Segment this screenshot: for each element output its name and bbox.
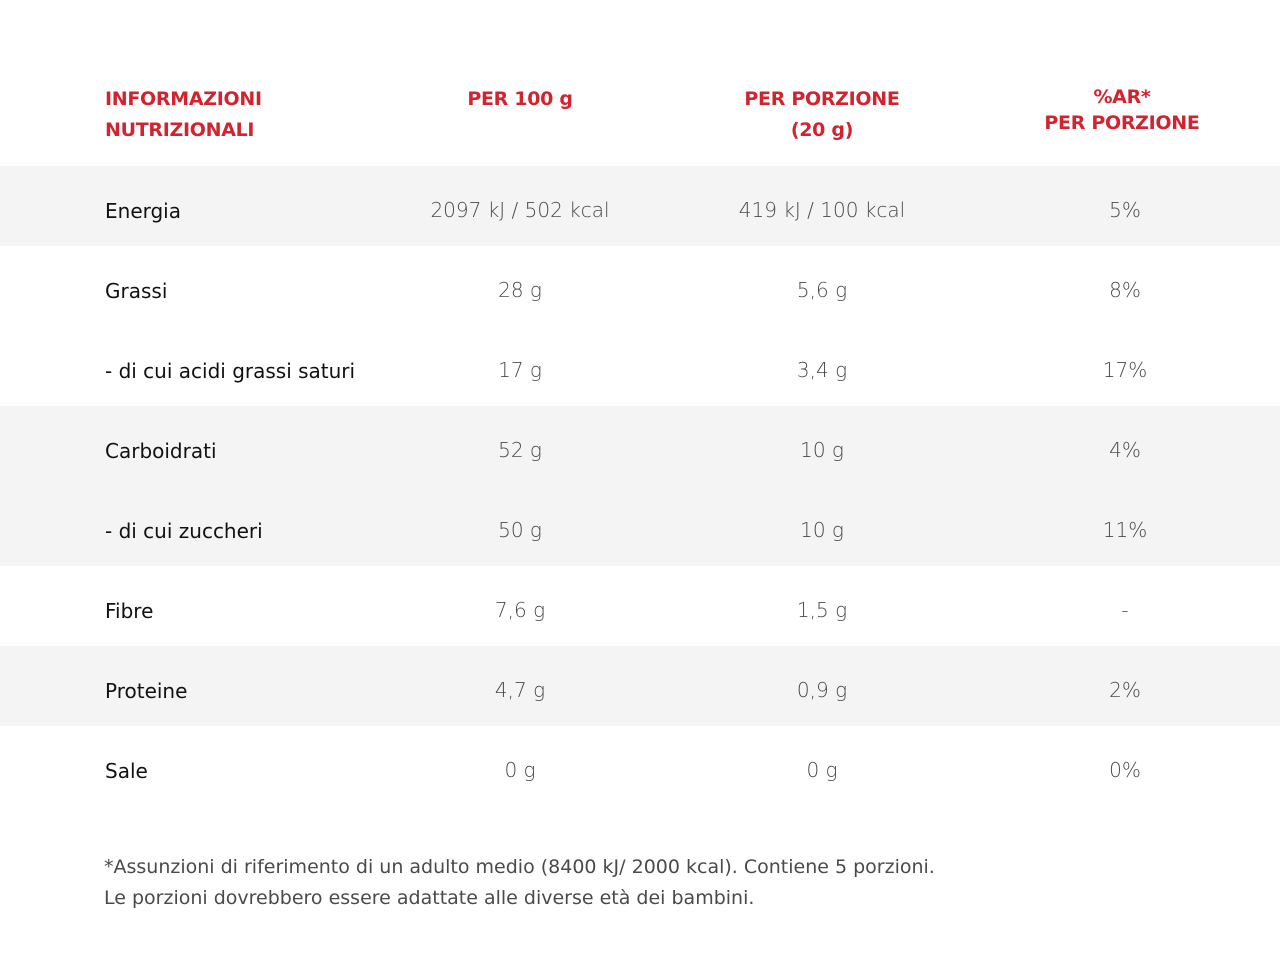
row-per-portion: 0 g: [806, 758, 838, 782]
table-row-grassi: [0, 246, 1280, 326]
row-ar: 4%: [1109, 438, 1141, 462]
header-ar-per-portion: [972, 84, 1272, 136]
table-row-fibre: [0, 566, 1280, 646]
row-per-100g: 2097 kJ / 502 kcal: [430, 198, 610, 222]
row-ar: 0%: [1109, 758, 1141, 782]
nutrition-table-header: [0, 0, 1280, 166]
table-row-carboidrati: [0, 406, 1280, 486]
row-per-100g: 0 g: [504, 758, 536, 782]
header-per-portion-line2: (20 g): [790, 119, 854, 141]
row-label: Fibre: [105, 599, 154, 623]
row-per-100g: 4,7 g: [494, 678, 546, 702]
table-row-sale: [0, 726, 1280, 806]
header-per-portion-line1: PER PORZIONE: [744, 88, 900, 110]
row-per-100g: 50 g: [498, 518, 542, 542]
table-row-saturi: [0, 326, 1280, 406]
header-per-100g-label: PER 100 g: [467, 88, 573, 110]
row-per-portion: 3,4 g: [796, 358, 848, 382]
row-per-100g: 17 g: [498, 358, 542, 382]
header-per-100g: [370, 84, 670, 115]
header-ar-line1: %AR*: [1093, 86, 1151, 108]
table-row-energia: [0, 166, 1280, 246]
row-per-portion: 1,5 g: [796, 598, 848, 622]
row-ar: 17%: [1102, 358, 1148, 382]
nutrition-table-body: [0, 166, 1280, 806]
table-row-proteine: [0, 646, 1280, 726]
row-ar: 2%: [1109, 678, 1141, 702]
row-label: Carboidrati: [105, 439, 217, 463]
row-ar: 8%: [1109, 278, 1141, 302]
table-row-zuccheri: [0, 486, 1280, 566]
row-ar: 11%: [1102, 518, 1148, 542]
row-label: Sale: [105, 759, 148, 783]
footnote-line1: *Assunzioni di riferimento di un adulto medio (8400 kJ/ 2000 kcal). Contiene 5 porzioni.: [104, 856, 935, 878]
row-label: Energia: [105, 199, 181, 223]
header-nutrition-info-line2: NUTRIZIONALI: [105, 119, 255, 141]
row-label: Grassi: [105, 279, 168, 303]
row-per-portion: 5,6 g: [796, 278, 848, 302]
row-label: Proteine: [105, 679, 188, 703]
row-label: - di cui zuccheri: [105, 519, 263, 543]
header-nutrition-info-line1: INFORMAZIONI: [105, 88, 262, 110]
footnote: [104, 852, 935, 914]
row-ar: 5%: [1109, 198, 1141, 222]
header-per-portion: [672, 84, 972, 146]
footnote-line2: Le porzioni dovrebbero essere adattate alle diverse età dei bambini.: [104, 887, 755, 909]
row-per-100g: 52 g: [498, 438, 542, 462]
row-per-100g: 28 g: [498, 278, 542, 302]
row-ar: -: [1121, 598, 1129, 622]
row-per-portion: 10 g: [800, 438, 844, 462]
row-label: - di cui acidi grassi saturi: [105, 359, 356, 383]
row-per-100g: 7,6 g: [494, 598, 546, 622]
header-ar-line2: PER PORZIONE: [1044, 112, 1200, 134]
row-per-portion: 0,9 g: [796, 678, 848, 702]
row-per-portion: 10 g: [800, 518, 844, 542]
header-nutrition-info: [105, 84, 262, 146]
row-per-portion: 419 kJ / 100 kcal: [738, 198, 906, 222]
